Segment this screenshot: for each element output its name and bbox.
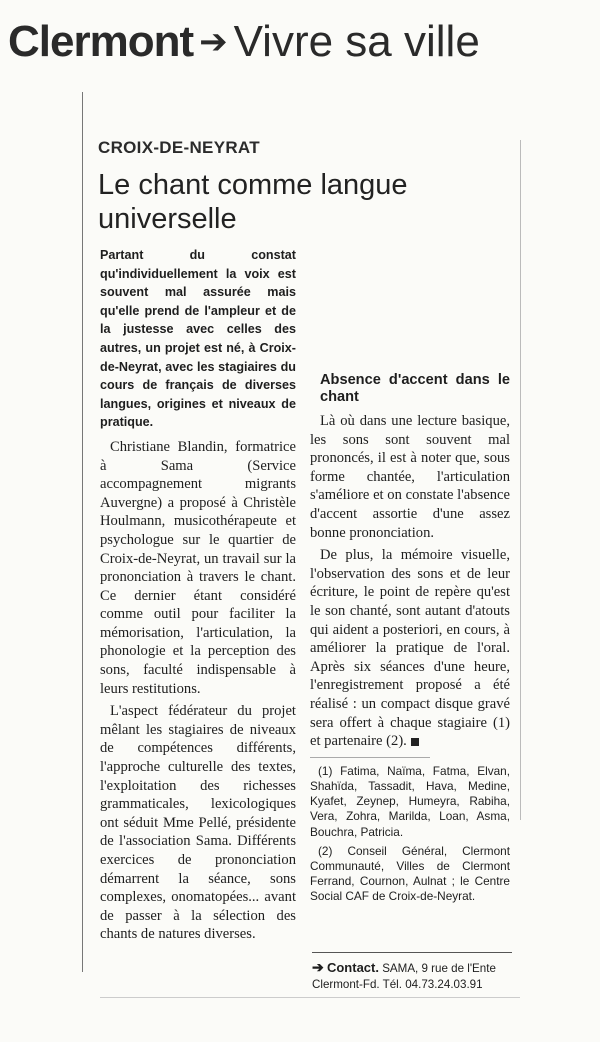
contact-block: [312, 952, 512, 993]
article-paragraph-3: Là où dans une lecture basique, les sons sont souvent mal prononcés, il est à noter que, sous forme chantée, l'articulation s'améliore et on constate l'absence d'accent assortie d'une assez bonne prononciation.: [310, 413, 510, 541]
contact-line-1: SAMA, 9 rue de l'Ente: [382, 962, 496, 975]
article-headline: Le chant comme langue universelle: [98, 169, 408, 235]
column-rule-left: [82, 92, 83, 972]
article-subhead: Absence d'accent dans le chant: [320, 372, 510, 405]
masthead-section: Vivre sa ville: [233, 17, 480, 66]
article-kicker: CROIX-DE-NEYRAT: [98, 138, 260, 157]
footnote-2: (2) Conseil Général, Clermont Communauté, Villes de Clermont Ferrand, Cournon, Aulnat ; le Centre Social CAF de Croix-de-Neyrat.: [310, 843, 510, 904]
end-mark-icon: [411, 738, 419, 746]
article-paragraph-4-text: De plus, la mémoire visuelle, l'observation des sons et de leur écriture, le point de repère qu'est le son chanté, sont autant d'atouts qui aident a posteriori, en cours, à améliorer la pratique de l'oral. Après six séances d'une heure, l'enregistrement proposé a été réalisé : un compact disque gravé sera offert à chaque stagiaire (1) et partenaire (2).: [310, 547, 510, 750]
arrow-right-icon: ➔: [199, 23, 228, 61]
masthead-brand: Clermont: [8, 17, 194, 66]
article-column-right: [310, 372, 510, 905]
footnote-1: (1) Fatima, Naïma, Fatma, Elvan, Shahïda, Tassadit, Hava, Medine, Kyafet, Zeynep, Humeyra, Rabiha, Vera, Zohra, Marilda, Loan, Asma, Bouchra, Patricia.: [310, 763, 510, 839]
article-paragraph-1: Christiane Blandin, formatrice à Sama (Service accompagnement migrants Auvergne) a proposé à Christèle Houlmann, musicothérapeute et psychologue sur le quartier de Croix-de-Neyrat, un travail sur la prononciation à travers le chant. Ce dernier étant considéré comme outil pour faciliter la mémorisation, l'articulation, la phonologie et la perception des sons, faculté indispensable à leurs restitutions.: [100, 438, 296, 697]
article-lead: Partant du constat qu'individuellement la voix est souvent mal assurée mais qu'elle prend de l'ampleur et de la justesse avec celles des autres, un projet est né, à Croix-de-Neyrat, avec les stagiaires du cours de français de diverses langues, origines et niveaux de pratique.: [100, 248, 296, 430]
column-rule-right: [520, 140, 521, 820]
masthead: [8, 14, 480, 73]
contact-label: Contact.: [326, 960, 379, 975]
contact-arrow-icon: ➔: [312, 959, 324, 975]
contact-line-2: Clermont-Fd. Tél. 04.73.24.03.91: [312, 978, 483, 991]
article-column-left: [100, 246, 296, 944]
notes-divider: [310, 757, 430, 758]
article-paragraph-2: L'aspect fédérateur du projet mêlant les stagiaires de niveaux de compétences différents, l'approche culturelle des textes, l'exploitation des richesses grammaticales, lexicologiques ont séduit Mme Pellé, présidente de l'association Sama. Différents exercices de prononciation démarrent la séance, sons complexes, onomatopées... avant de passer à la sélection des chants de natures diverses.: [100, 703, 296, 943]
article-paragraph-4: [310, 546, 510, 751]
page-bottom-rule: [100, 997, 520, 998]
